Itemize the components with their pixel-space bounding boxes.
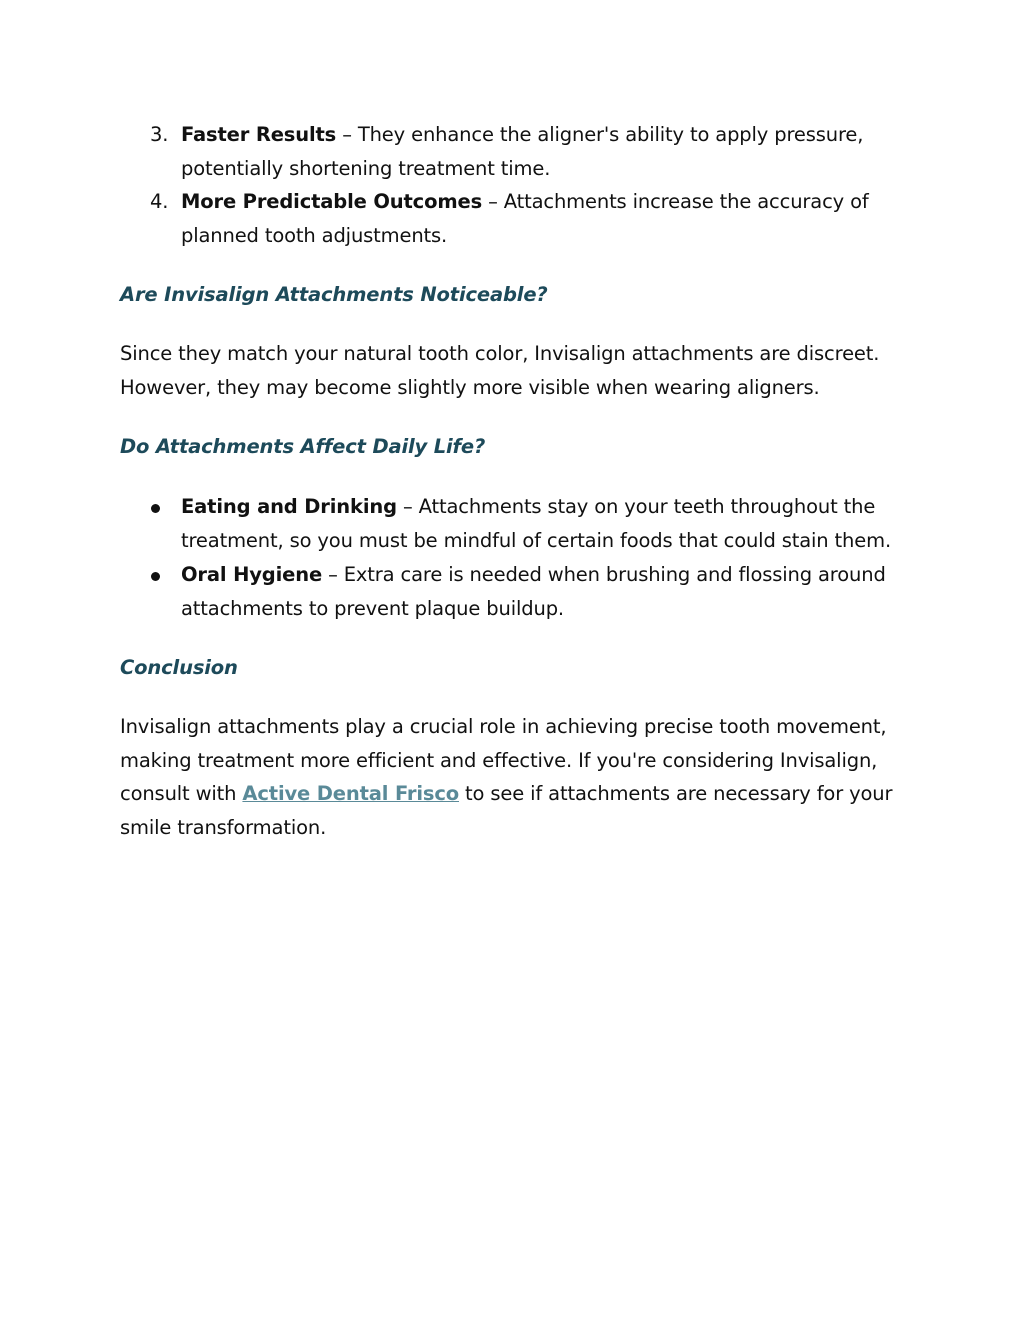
paragraph-noticeable: Since they match your natural tooth color, Invisalign attachments are discreet. However, they may become slightly more visible when wearing aligners. — [120, 342, 880, 399]
section-heading-conclusion: Conclusion — [120, 656, 238, 679]
bullet-list — [120, 490, 910, 625]
list-item-text: – Attachments increase the accuracy of planned tooth adjustments. — [181, 190, 869, 247]
list-item — [120, 490, 910, 557]
active-dental-frisco-link[interactable]: Active Dental Frisco — [242, 782, 459, 805]
conclusion-text-after-link: to see if attachments are necessary for your smile transformation. — [120, 782, 893, 839]
list-item-text: – They enhance the aligner's ability to apply pressure, potentially shortening treatment time. — [181, 123, 864, 180]
list-item-title: Oral Hygiene — [181, 563, 323, 586]
list-number: 3. — [150, 123, 169, 146]
list-item — [120, 558, 910, 625]
list-item-text: – Attachments stay on your teeth throughout the treatment, so you must be mindful of certain foods that could stain them. — [181, 495, 891, 552]
section-heading-noticeable: Are Invisalign Attachments Noticeable? — [120, 283, 548, 306]
numbered-list — [120, 118, 910, 252]
list-item-title: More Predictable Outcomes — [181, 190, 483, 213]
bullet-icon — [151, 504, 160, 513]
conclusion-text-before-link: Invisalign attachments play a crucial role in achieving precise tooth movement, making treatment more efficient and effective. If you're considering Invisalign, consult with — [120, 715, 887, 805]
document-page — [120, 118, 910, 844]
section-heading-daily-life: Do Attachments Affect Daily Life? — [120, 435, 486, 458]
list-item — [120, 185, 910, 252]
list-number: 4. — [150, 190, 169, 213]
bullet-icon — [151, 572, 160, 581]
list-item — [120, 118, 910, 185]
paragraph-conclusion — [120, 710, 910, 844]
list-item-title: Faster Results — [181, 123, 337, 146]
list-item-title: Eating and Drinking — [181, 495, 397, 518]
list-item-text: – Extra care is needed when brushing and flossing around attachments to prevent plaque buildup. — [181, 563, 886, 620]
